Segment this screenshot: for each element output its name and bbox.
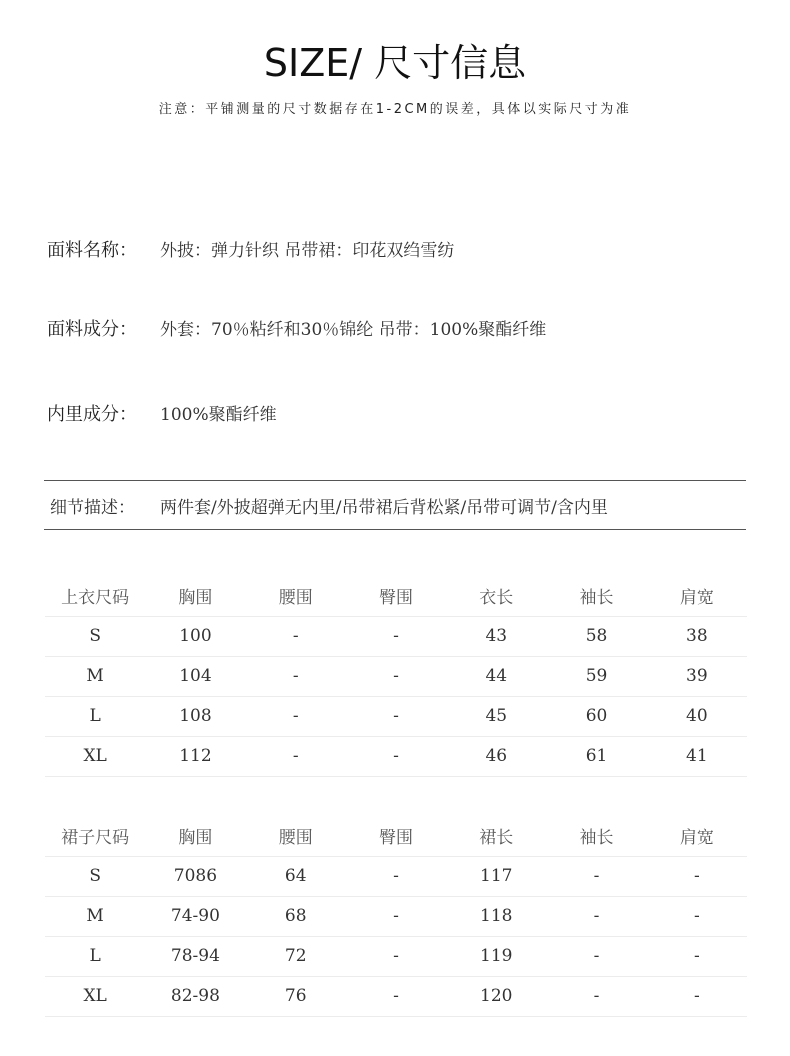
table-cell: 117 — [446, 856, 546, 896]
table-cell: S — [45, 616, 145, 656]
table-cell: 74-90 — [145, 896, 245, 936]
table-cell: 45 — [446, 696, 546, 736]
table-cell: - — [346, 696, 446, 736]
table-row — [45, 696, 747, 736]
header-size: 裙子尺码 — [45, 816, 145, 856]
fabric-composition-label: 面料成分： — [47, 319, 137, 340]
table-cell: 46 — [446, 736, 546, 776]
table-cell: 82-98 — [145, 976, 245, 1016]
header-sleeve: 袖长 — [546, 576, 646, 616]
table-cell: - — [546, 856, 646, 896]
table-row — [45, 616, 747, 656]
header-chest: 胸围 — [145, 576, 245, 616]
table-cell: - — [647, 936, 747, 976]
table-cell: - — [346, 856, 446, 896]
table-cell: 7086 — [145, 856, 245, 896]
table-cell: 38 — [647, 616, 747, 656]
lining-composition-label: 内里成分： — [47, 404, 137, 425]
table-cell: 58 — [546, 616, 646, 656]
table-cell: 112 — [145, 736, 245, 776]
table-cell: - — [346, 616, 446, 656]
top-size-table — [45, 576, 747, 777]
table-row — [45, 656, 747, 696]
table-header-row — [45, 576, 747, 616]
skirt-size-table — [45, 816, 747, 1017]
header-size: 上衣尺码 — [45, 576, 145, 616]
table-cell: - — [346, 736, 446, 776]
header-shoulder: 肩宽 — [647, 576, 747, 616]
table-cell: XL — [45, 976, 145, 1016]
table-cell: 41 — [647, 736, 747, 776]
table-cell: 100 — [145, 616, 245, 656]
table-cell: 108 — [145, 696, 245, 736]
table-row — [45, 976, 747, 1016]
table-cell: - — [246, 656, 346, 696]
fabric-composition-row — [47, 315, 546, 341]
header-waist: 腰围 — [246, 576, 346, 616]
table-cell: 118 — [446, 896, 546, 936]
table-cell: - — [546, 976, 646, 1016]
table-cell: 68 — [246, 896, 346, 936]
header-waist: 腰围 — [246, 816, 346, 856]
table-cell: 61 — [546, 736, 646, 776]
header-hip: 臀围 — [346, 576, 446, 616]
table-cell: - — [346, 936, 446, 976]
table-cell: 40 — [647, 696, 747, 736]
table-cell: - — [246, 736, 346, 776]
table-cell: L — [45, 936, 145, 976]
fabric-name-label: 面料名称： — [47, 240, 137, 261]
measurement-note: 注意：平铺测量的尺寸数据存在1-2CM的误差，具体以实际尺寸为准 — [158, 102, 632, 117]
table-cell: 76 — [246, 976, 346, 1016]
fabric-composition-value: 外套：70％粘纤和30％锦纶 吊带：100%聚酯纤维 — [160, 320, 547, 340]
table-cell: - — [647, 976, 747, 1016]
header-hip: 臀围 — [346, 816, 446, 856]
table-cell: XL — [45, 736, 145, 776]
table-cell: 104 — [145, 656, 245, 696]
table-cell: 120 — [446, 976, 546, 1016]
table-cell: 43 — [446, 616, 546, 656]
header-shoulder: 肩宽 — [647, 816, 747, 856]
fabric-name-row — [47, 236, 454, 262]
table-cell: - — [346, 896, 446, 936]
table-cell: - — [546, 936, 646, 976]
table-cell: - — [647, 856, 747, 896]
table-cell: 119 — [446, 936, 546, 976]
table-cell: M — [45, 656, 145, 696]
table-header-row — [45, 816, 747, 856]
table-cell: - — [346, 976, 446, 1016]
lining-composition-value: 100%聚酯纤维 — [160, 405, 277, 425]
table-cell: 72 — [246, 936, 346, 976]
table-row — [45, 856, 747, 896]
table-cell: M — [45, 896, 145, 936]
fabric-name-value: 外披：弹力针织 吊带裙：印花双绉雪纺 — [160, 241, 455, 261]
table-row — [45, 896, 747, 936]
table-cell: - — [546, 896, 646, 936]
table-cell: - — [346, 656, 446, 696]
table-cell: 59 — [546, 656, 646, 696]
table-cell: - — [246, 616, 346, 656]
table-cell: 39 — [647, 656, 747, 696]
table-cell: - — [647, 896, 747, 936]
detail-value: 两件套/外披超弹无内里/吊带裙后背松紧/吊带可调节/含内里 — [160, 497, 608, 518]
table-cell: 78-94 — [145, 936, 245, 976]
detail-label: 细节描述： — [50, 497, 135, 518]
table-cell: 44 — [446, 656, 546, 696]
table-cell: S — [45, 856, 145, 896]
table-cell: - — [246, 696, 346, 736]
header-chest: 胸围 — [145, 816, 245, 856]
page-title: SIZE/ 尺寸信息 — [263, 41, 527, 85]
lining-composition-row — [47, 400, 277, 426]
table-cell: 60 — [546, 696, 646, 736]
header-sleeve: 袖长 — [546, 816, 646, 856]
table-cell: 64 — [246, 856, 346, 896]
detail-description — [44, 480, 746, 530]
table-cell: L — [45, 696, 145, 736]
table-row — [45, 736, 747, 776]
header-length: 衣长 — [446, 576, 546, 616]
table-row — [45, 936, 747, 976]
header-length: 裙长 — [446, 816, 546, 856]
